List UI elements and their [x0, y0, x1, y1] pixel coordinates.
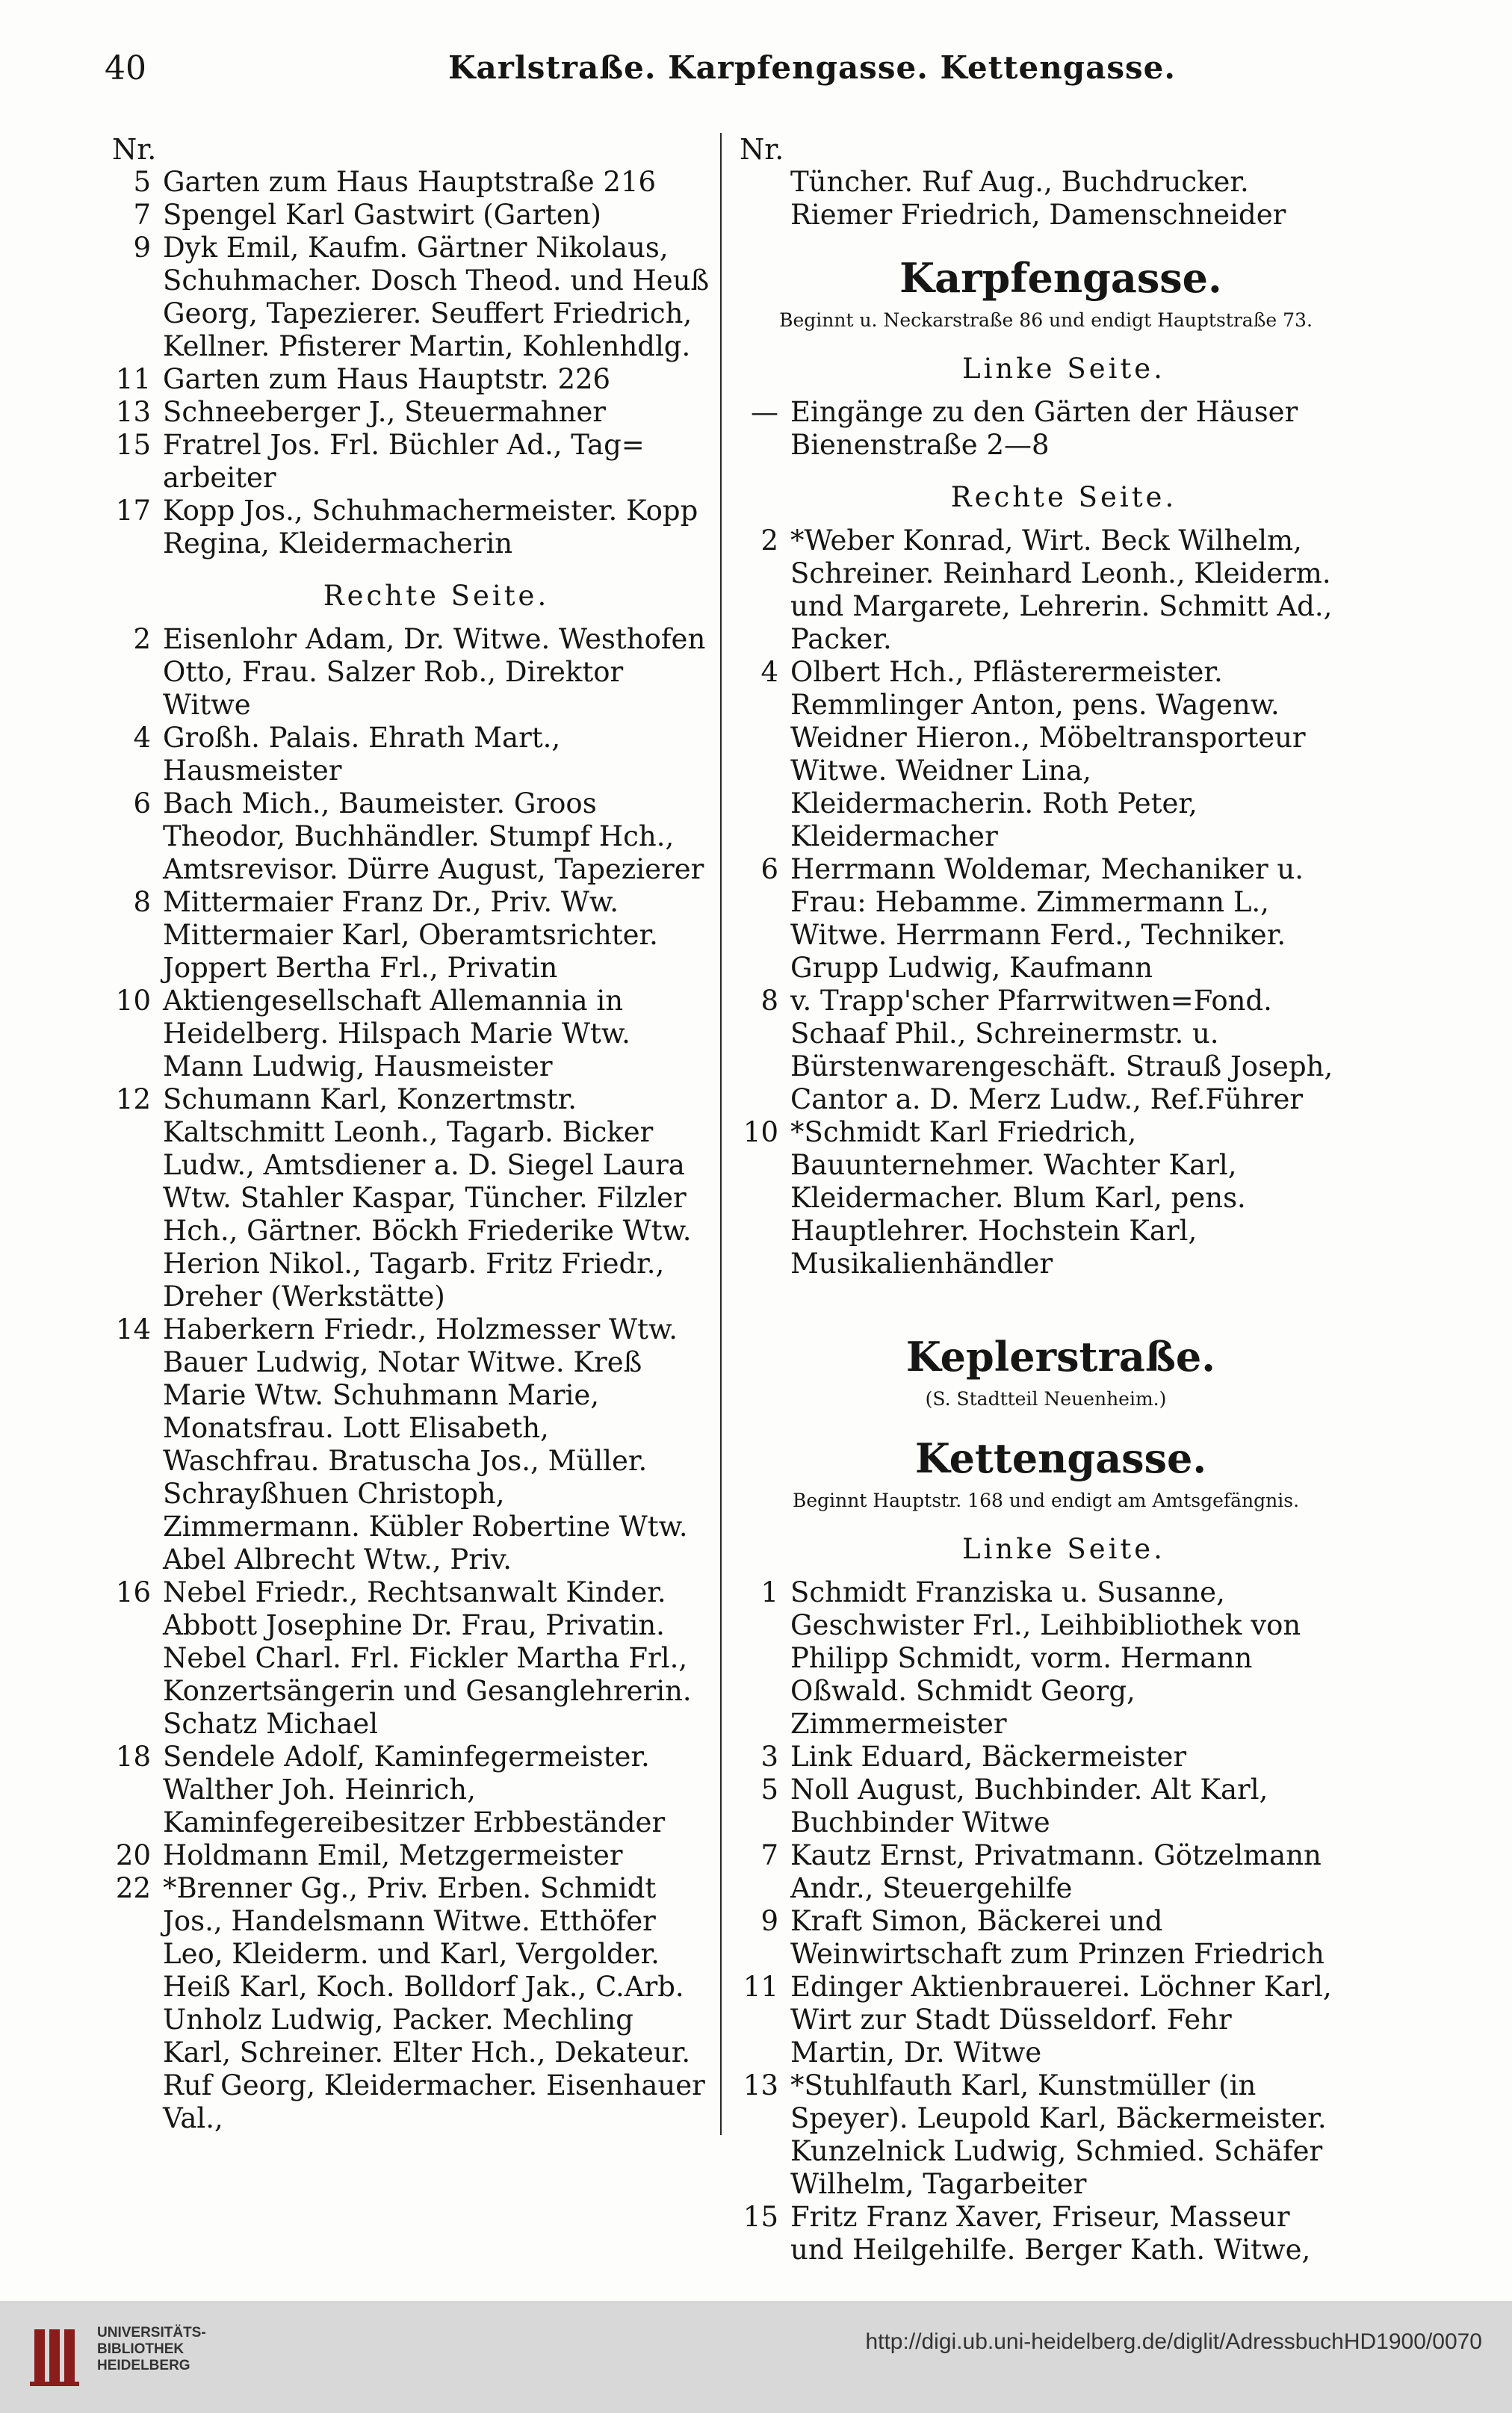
directory-entry — [740, 1741, 1337, 1774]
library-name-line: UNIVERSITÄTS- — [97, 2325, 206, 2341]
house-number: 4 — [760, 656, 778, 688]
street-heading-karpfengasse: Karpfengasse. — [899, 254, 1222, 302]
house-number: 10 — [115, 985, 151, 1017]
directory-entry — [112, 1576, 710, 1741]
karlstrasse-left-entries — [112, 166, 710, 560]
resident-text: Bach Mich., Baumeister. Groos Theodor, Buchhändler. Stumpf Hch., Amtsrevisor. Dürre August, Tapezierer — [163, 787, 704, 885]
directory-entry — [740, 1905, 1337, 1971]
resident-text: Aktiengesellschaft Allemannia in Heidelberg. Hilspach Marie Wtw. Mann Ludwig, Hausmeister — [163, 985, 630, 1082]
directory-entry — [740, 524, 1337, 656]
house-number: 22 — [115, 1872, 151, 1904]
directory-entry — [112, 787, 710, 886]
directory-entry — [112, 429, 710, 495]
house-number: 8 — [760, 985, 778, 1017]
directory-entry — [740, 2069, 1337, 2201]
resident-text: Fritz Franz Xaver, Friseur, Masseur und Heilgehilfe. Berger Kath. Witwe, — [790, 2201, 1311, 2266]
house-number: 2 — [760, 524, 778, 557]
karlstrasse-right-entries — [112, 623, 710, 2135]
house-number: 16 — [115, 1576, 151, 1608]
resident-text: *Brenner Gg., Priv. Erben. Schmidt Jos., Handelsmann Witwe. Etthöfer Leo, Kleiderm. und Karl, Vergolder. Heiß Karl, Koch. Bolldorf Jak., C.Arb. Unholz Ludwig, Packer. Mechling Karl, Schreiner. Elter Hch., Dekateur. Ruf Georg, Kleidermacher. Eisenhauer Val., — [163, 1872, 705, 2134]
house-number: 20 — [115, 1839, 151, 1871]
side-heading-right: Rechte Seite. — [323, 580, 550, 612]
resident-text: *Stuhlfauth Karl, Kunstmüller (in Speyer). Leupold Karl, Bäckermeister. Kunzelnick Ludwig, Schmied. Schäfer Wilhelm, Tagarbeiter — [790, 2069, 1327, 2200]
resident-text: Eingänge zu den Gärten der Häuser Bienenstraße 2—8 — [790, 396, 1298, 461]
house-number: 13 — [115, 396, 151, 428]
directory-entry — [112, 722, 710, 787]
house-number: 18 — [115, 1741, 151, 1773]
resident-text: Kopp Jos., Schuhmachermeister. Kopp Regina, Kleidermacherin — [163, 495, 698, 560]
library-name — [97, 2325, 206, 2374]
house-number: 7 — [133, 199, 151, 231]
house-number: 10 — [743, 1116, 778, 1148]
directory-entry — [740, 1839, 1337, 1905]
directory-entry — [112, 1872, 710, 2135]
resident-text: Nebel Friedr., Rechtsanwalt Kinder. Abbott Josephine Dr. Frau, Privatin. Nebel Charl. Frl. Fickler Martha Frl., Konzertsängerin und Gesanglehrerin. Schatz Michael — [163, 1576, 692, 1740]
street-heading-kettengasse: Kettengasse. — [914, 1434, 1207, 1482]
house-number: 14 — [115, 1313, 151, 1345]
resident-text: Fratrel Jos. Frl. Büchler Ad., Tag= arbeiter — [163, 429, 645, 494]
side-heading-right: Rechte Seite. — [950, 481, 1177, 513]
side-heading-left: Linke Seite. — [962, 1533, 1165, 1565]
page-header — [105, 49, 1419, 102]
directory-entry — [112, 1313, 710, 1576]
house-number: — — [751, 396, 778, 428]
house-number: 13 — [743, 2069, 778, 2101]
house-number: 11 — [115, 363, 151, 395]
directory-entry — [740, 1971, 1337, 2069]
street-note: (S. Stadtteil Neuenheim.) — [925, 1388, 1167, 1410]
resident-text: Haberkern Friedr., Holzmesser Wtw. Bauer Ludwig, Notar Witwe. Kreß Marie Wtw. Schuhmann Marie, Monatsfrau. Lott Elisabeth, Waschfrau. Bratuscha Jos., Müller. Schrayßhuen Christoph, Zimmermann. Kübler Robertine Wtw. Abel Albrecht Wtw., Priv. — [163, 1313, 688, 1576]
resident-text: Garten zum Haus Hauptstraße 216 — [163, 166, 657, 198]
house-number: 15 — [115, 429, 151, 461]
directory-entry — [740, 396, 1337, 462]
side-heading-left: Linke Seite. — [962, 353, 1165, 385]
house-number: 4 — [133, 722, 151, 754]
resident-text: Schumann Karl, Konzertmstr. Kaltschmitt Leonh., Tagarb. Bicker Ludw., Amtsdiener a. D. Siegel Laura Wtw. Stahler Kaspar, Tüncher. Filzler Hch., Gärtner. Böckh Friederike Wtw. Herion Nikol., Tagarb. Fritz Friedr., Dreher (Werkstätte) — [163, 1083, 692, 1313]
directory-entry — [112, 985, 710, 1083]
resident-text: Sendele Adolf, Kaminfegermeister. Walther Joh. Heinrich, Kaminfegereibesitzer Erbbeständer — [163, 1741, 666, 1839]
house-number: 11 — [743, 1971, 778, 2003]
directory-entry — [112, 396, 710, 429]
house-number: 6 — [760, 853, 778, 885]
continuation-text: Tüncher. Ruf Aug., Buchdrucker. Riemer Friedrich, Damenschneider — [790, 166, 1286, 231]
resident-text: Kautz Ernst, Privatmann. Götzelmann Andr., Steuergehilfe — [790, 1839, 1322, 1904]
directory-entry — [112, 886, 710, 985]
running-title: Karlstraße. Karpfengasse. Kettengasse. — [448, 49, 1177, 86]
left-column — [112, 133, 710, 2135]
house-number: 5 — [760, 1774, 778, 1806]
nr-heading: Nr. — [112, 133, 157, 166]
karpfengasse-left-entries — [740, 396, 1337, 462]
house-number: 5 — [133, 166, 151, 198]
house-number: 8 — [133, 886, 151, 918]
resident-text: Großh. Palais. Ehrath Mart., Hausmeister — [163, 722, 561, 787]
resident-text: Eisenlohr Adam, Dr. Witwe. Westhofen Otto, Frau. Salzer Rob., Direktor Witwe — [163, 623, 706, 721]
viewer-footer — [0, 2301, 1512, 2413]
karpfengasse-right-entries — [740, 524, 1337, 1280]
resident-text: Link Eduard, Bäckermeister — [790, 1741, 1187, 1773]
directory-entry — [112, 166, 710, 199]
directory-entry — [740, 1774, 1337, 1839]
directory-entry — [112, 495, 710, 560]
resident-text: Holdmann Emil, Metzgermeister — [163, 1839, 623, 1871]
directory-entry — [112, 1083, 710, 1313]
directory-entry — [740, 2201, 1337, 2267]
street-note: Beginnt Hauptstr. 168 und endigt am Amtsgefängnis. — [792, 1490, 1300, 1511]
nr-heading: Nr. — [740, 133, 784, 166]
directory-entry — [112, 1741, 710, 1839]
library-logo-icon — [30, 2322, 90, 2389]
directory-entry — [740, 985, 1337, 1116]
resident-text: Herrmann Woldemar, Mechaniker u. Frau: Hebamme. Zimmermann L., Witwe. Herrmann Ferd., Techniker. Grupp Ludwig, Kaufmann — [790, 853, 1304, 984]
house-number: 17 — [115, 495, 151, 527]
street-heading-keplerstrasse: Keplerstraße. — [905, 1333, 1216, 1381]
directory-entry — [112, 199, 710, 232]
directory-entry — [112, 363, 710, 396]
house-number: 6 — [133, 787, 151, 820]
directory-entry — [112, 623, 710, 722]
resident-text: Schmidt Franziska u. Susanne, Geschwister Frl., Leihbibliothek von Philipp Schmidt, vorm. Hermann Oßwald. Schmidt Georg, Zimmermeister — [790, 1576, 1301, 1740]
right-column — [740, 133, 1337, 2267]
library-name-line: HEIDELBERG — [97, 2358, 190, 2373]
resident-text: *Weber Konrad, Wirt. Beck Wilhelm, Schreiner. Reinhard Leonh., Kleiderm. und Margarete, Lehrerin. Schmitt Ad., Packer. — [790, 524, 1333, 655]
directory-entry — [112, 232, 710, 363]
house-number: 9 — [760, 1905, 778, 1937]
resident-text: Olbert Hch., Pflästerermeister. Remmlinger Anton, pens. Wagenw. Weidner Hieron., Möbeltransporteur Witwe. Weidner Lina, Kleidermacherin. Roth Peter, Kleidermacher — [790, 656, 1306, 852]
permalink-url[interactable]: http://digi.ub.uni-heidelberg.de/diglit/AdressbuchHD1900/0070 — [865, 2329, 1482, 2354]
directory-entry — [740, 1576, 1337, 1741]
resident-text: Schneeberger J., Steuermahner — [163, 396, 606, 428]
house-number: 7 — [760, 1839, 778, 1871]
resident-text: Edinger Aktienbrauerei. Löchner Karl, Wirt zur Stadt Düsseldorf. Fehr Martin, Dr. Witwe — [790, 1971, 1332, 2069]
house-number: 15 — [743, 2201, 778, 2233]
column-divider — [720, 133, 722, 2135]
resident-text: Garten zum Haus Hauptstr. 226 — [163, 363, 611, 395]
resident-text: Noll August, Buchbinder. Alt Karl, Buchbinder Witwe — [790, 1774, 1268, 1839]
resident-text: Dyk Emil, Kaufm. Gärtner Nikolaus, Schuhmacher. Dosch Theod. und Heuß Georg, Tapezierer. Seuffert Friedrich, Kellner. Pfisterer Martin, Kohlenhdlg. — [163, 232, 710, 362]
house-number: 3 — [760, 1741, 778, 1773]
house-number: 12 — [115, 1083, 151, 1115]
resident-text: Kraft Simon, Bäckerei und Weinwirtschaft zum Prinzen Friedrich — [790, 1905, 1324, 1970]
page-number: 40 — [105, 49, 146, 87]
directory-entry — [740, 656, 1337, 853]
spacer — [740, 1280, 1337, 1310]
kettengasse-left-entries — [740, 1576, 1337, 2267]
directory-entry — [740, 1116, 1337, 1280]
house-number: 2 — [133, 623, 151, 655]
directory-entry — [740, 853, 1337, 985]
house-number: 9 — [133, 232, 151, 264]
resident-text: Mittermaier Franz Dr., Priv. Ww. Mittermaier Karl, Oberamtsrichter. Joppert Bertha Frl., Privatin — [163, 886, 658, 984]
resident-text: Spengel Karl Gastwirt (Garten) — [163, 199, 601, 231]
resident-text: v. Trapp'scher Pfarrwitwen=Fond. Schaaf Phil., Schreinermstr. u. Bürstenwarengeschäft. Strauß Joseph, Cantor a. D. Merz Ludw., Ref.Führer — [790, 985, 1333, 1115]
library-name-line: BIBLIOTHEK — [97, 2341, 185, 2357]
directory-entry — [112, 1839, 710, 1872]
house-number: 1 — [760, 1576, 778, 1608]
street-note: Beginnt u. Neckarstraße 86 und endigt Hauptstraße 73. — [779, 309, 1313, 331]
resident-text: *Schmidt Karl Friedrich, Bauunternehmer. Wachter Karl, Kleidermacher. Blum Karl, pens. Hauptlehrer. Hochstein Karl, Musikalienhändler — [790, 1116, 1246, 1280]
